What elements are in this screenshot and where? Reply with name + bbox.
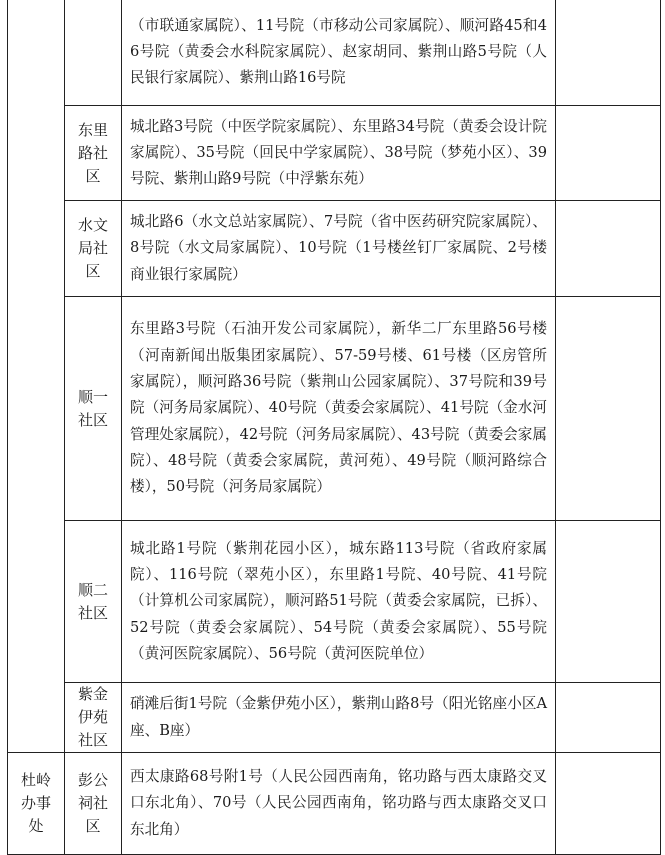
remark-text xyxy=(556,598,660,606)
community-cell xyxy=(65,683,122,753)
community-address-table xyxy=(7,0,661,855)
remark-cell xyxy=(556,683,661,753)
community-cell xyxy=(65,201,122,297)
addresses-cell xyxy=(122,297,556,521)
community-cell xyxy=(65,106,122,201)
community-name: 顺二社区 xyxy=(78,580,109,622)
addresses-text: 城北路6（水文总站家属院）、7号院（省中医药研究院家属院）、8号院（水文局家属院）、10号院（1号楼丝钉厂家属院、2号楼商业银行家属院） xyxy=(130,213,547,283)
table-row xyxy=(8,521,661,683)
addresses-cell xyxy=(122,201,556,297)
community-name: 彭公祠社区 xyxy=(78,771,109,835)
remark-cell xyxy=(556,201,661,297)
addresses-text: 西太康路68号附1号（人民公园西南角，铭功路与西太康路交叉口东北角）、70号（人民公园西南角，铭功路与西太康路交叉口东北角） xyxy=(130,768,547,838)
remark-cell xyxy=(556,297,661,521)
addresses-text: 城北路1号院（紫荆花园小区），城东路113号院（省政府家属院）、116号院（翠苑小区），东里路1号院、40号院、41号院（计算机公司家属院），顺河路51号院（黄委会家属院，已拆）、52号院（黄委会家属院）、54号院（黄委会家属院）、55号院（黄河医院家属院）、56号院（黄河医院单位） xyxy=(130,539,547,662)
remark-text xyxy=(556,149,660,157)
addresses-text: 硝滩后街1号院（金紫伊苑小区），紫荆山路8号（阳光铭座小区A座、B座） xyxy=(130,695,547,739)
district-name: 杜岭办事处 xyxy=(21,771,52,835)
district-cell xyxy=(8,753,65,855)
community-name: 顺一社区 xyxy=(78,387,109,429)
remark-cell xyxy=(556,106,661,201)
addresses-cell xyxy=(122,106,556,201)
remark-text xyxy=(556,48,660,56)
remark-text xyxy=(556,714,660,722)
remark-text xyxy=(556,405,660,413)
addresses-text: （市联通家属院）、11号院（市移动公司家属院）、顺河路45和46号院（黄委会水科院家属院）、赵家胡同、紫荆山路5号院（人民银行家属院）、紫荆山路16号院 xyxy=(130,16,547,87)
table-row xyxy=(8,297,661,521)
community-name: 水文局社区 xyxy=(78,216,109,280)
remark-text xyxy=(556,800,660,808)
community-name: 东里路社区 xyxy=(78,120,109,185)
table-row xyxy=(8,106,661,201)
remark-cell xyxy=(556,753,661,855)
table-row xyxy=(8,683,661,753)
community-cell xyxy=(65,753,122,855)
table-row xyxy=(8,753,661,855)
remark-cell xyxy=(556,521,661,683)
addresses-cell xyxy=(122,521,556,683)
addresses-cell xyxy=(122,753,556,855)
community-cell xyxy=(65,521,122,683)
remark-text xyxy=(556,245,660,253)
community-cell xyxy=(65,0,122,106)
addresses-text: 城北路3号院（中医学院家属院）、东里路34号院（黄委会设计院家属院）、35号院（回民中学家属院）、38号院（梦苑小区）、39号院、紫荆山路9号院（中浮紫东苑） xyxy=(130,117,547,188)
addresses-text: 东里路3号院（石油开发公司家属院），新华二厂东里路56号楼（河南新闻出版集团家属院）、57-59号楼、61号楼（区房管所家属院），顺河路36号院（紫荆山公园家属院）、37号院和39号院（河务局家属院）、40号院（黄委会家属院）、41号院（金水河管理处家属院），42号院（河务局家属院）、43号院（黄委会家属院）、48号院（黄委会家属院，黄河苑）、49号院（顺河路综合楼），50号院（河务局家属院） xyxy=(130,320,547,496)
district-cell-continued xyxy=(8,0,65,753)
remark-cell xyxy=(556,0,661,106)
table-row xyxy=(8,0,661,106)
table-row xyxy=(8,201,661,297)
community-name: 紫金伊苑社区 xyxy=(78,685,109,749)
community-cell xyxy=(65,297,122,521)
addresses-cell xyxy=(122,683,556,753)
addresses-cell xyxy=(122,0,556,106)
